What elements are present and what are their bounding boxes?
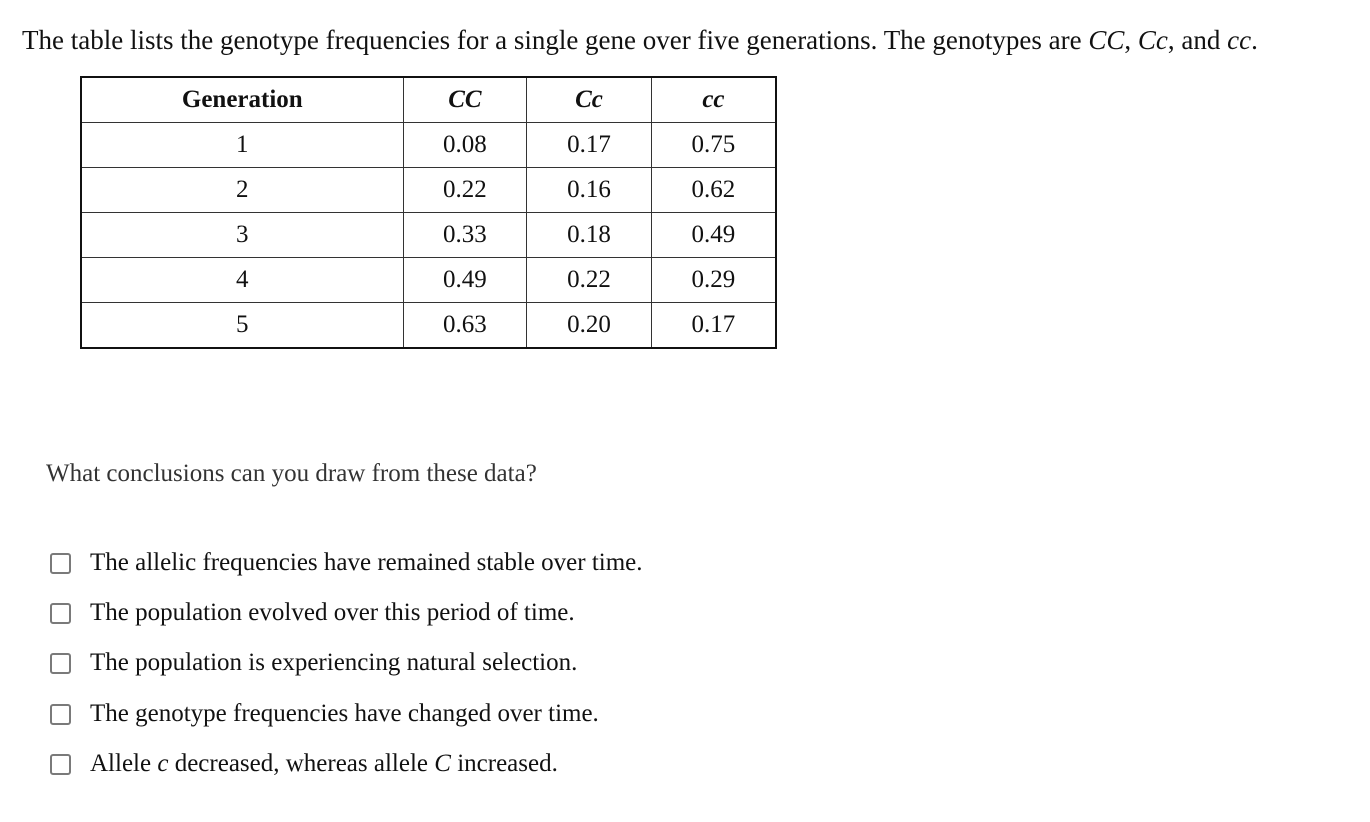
table-cell: 5 bbox=[81, 303, 403, 349]
table-row bbox=[81, 123, 776, 168]
table-cell: 0.33 bbox=[403, 213, 527, 258]
option-allele-change[interactable] bbox=[50, 746, 558, 782]
table-cell: 0.49 bbox=[403, 258, 527, 303]
table-cell: 4 bbox=[81, 258, 403, 303]
column-header-generation: Generation bbox=[81, 77, 403, 123]
table-cell: 0.63 bbox=[403, 303, 527, 349]
genotype-frequency-table bbox=[80, 76, 777, 349]
option-label: Allele c decreased, whereas allele C increased. bbox=[90, 750, 558, 777]
option-checkbox[interactable] bbox=[50, 603, 71, 624]
table-row bbox=[81, 303, 776, 349]
table-row bbox=[81, 258, 776, 303]
genotype-cc-upper: CC bbox=[1088, 25, 1125, 55]
option-label: The population is experiencing natural selection. bbox=[90, 649, 578, 676]
table-cell: 0.29 bbox=[651, 258, 776, 303]
table-cell: 0.17 bbox=[527, 123, 652, 168]
option-checkbox[interactable] bbox=[50, 553, 71, 574]
genotype-cc-mixed: Cc bbox=[1137, 25, 1168, 55]
table-cell: 0.18 bbox=[527, 213, 652, 258]
table-row bbox=[81, 168, 776, 213]
option-allelic-stable[interactable] bbox=[50, 545, 643, 581]
intro-text: The table lists the genotype frequencies for a single gene over five generations. The genotypes are CC, Cc, and cc. bbox=[22, 25, 1258, 55]
table-cell: 0.16 bbox=[527, 168, 652, 213]
table-cell: 0.08 bbox=[403, 123, 527, 168]
column-header-cc-lower: cc bbox=[651, 77, 776, 123]
option-label: The population evolved over this period of time. bbox=[90, 599, 575, 626]
table-header-row bbox=[81, 77, 776, 123]
table-cell: 1 bbox=[81, 123, 403, 168]
question-text: What conclusions can you draw from these data? bbox=[46, 460, 537, 487]
option-checkbox[interactable] bbox=[50, 704, 71, 725]
column-header-cc-mixed: Cc bbox=[527, 77, 652, 123]
table-cell: 0.62 bbox=[651, 168, 776, 213]
table-cell: 0.49 bbox=[651, 213, 776, 258]
table-cell: 0.20 bbox=[527, 303, 652, 349]
option-genotype-changed[interactable] bbox=[50, 696, 599, 732]
table-cell: 2 bbox=[81, 168, 403, 213]
table-cell: 0.22 bbox=[527, 258, 652, 303]
table-row bbox=[81, 213, 776, 258]
table-cell: 0.75 bbox=[651, 123, 776, 168]
table-cell: 0.17 bbox=[651, 303, 776, 349]
option-checkbox[interactable] bbox=[50, 754, 71, 775]
genotype-cc-lower: cc bbox=[1227, 25, 1252, 55]
option-label: The allelic frequencies have remained stable over time. bbox=[90, 549, 643, 576]
option-label: The genotype frequencies have changed over time. bbox=[90, 700, 599, 727]
option-population-evolved[interactable] bbox=[50, 595, 575, 631]
column-header-cc-upper: CC bbox=[403, 77, 527, 123]
option-checkbox[interactable] bbox=[50, 653, 71, 674]
table-cell: 0.22 bbox=[403, 168, 527, 213]
table-cell: 3 bbox=[81, 213, 403, 258]
option-natural-selection[interactable] bbox=[50, 645, 577, 681]
